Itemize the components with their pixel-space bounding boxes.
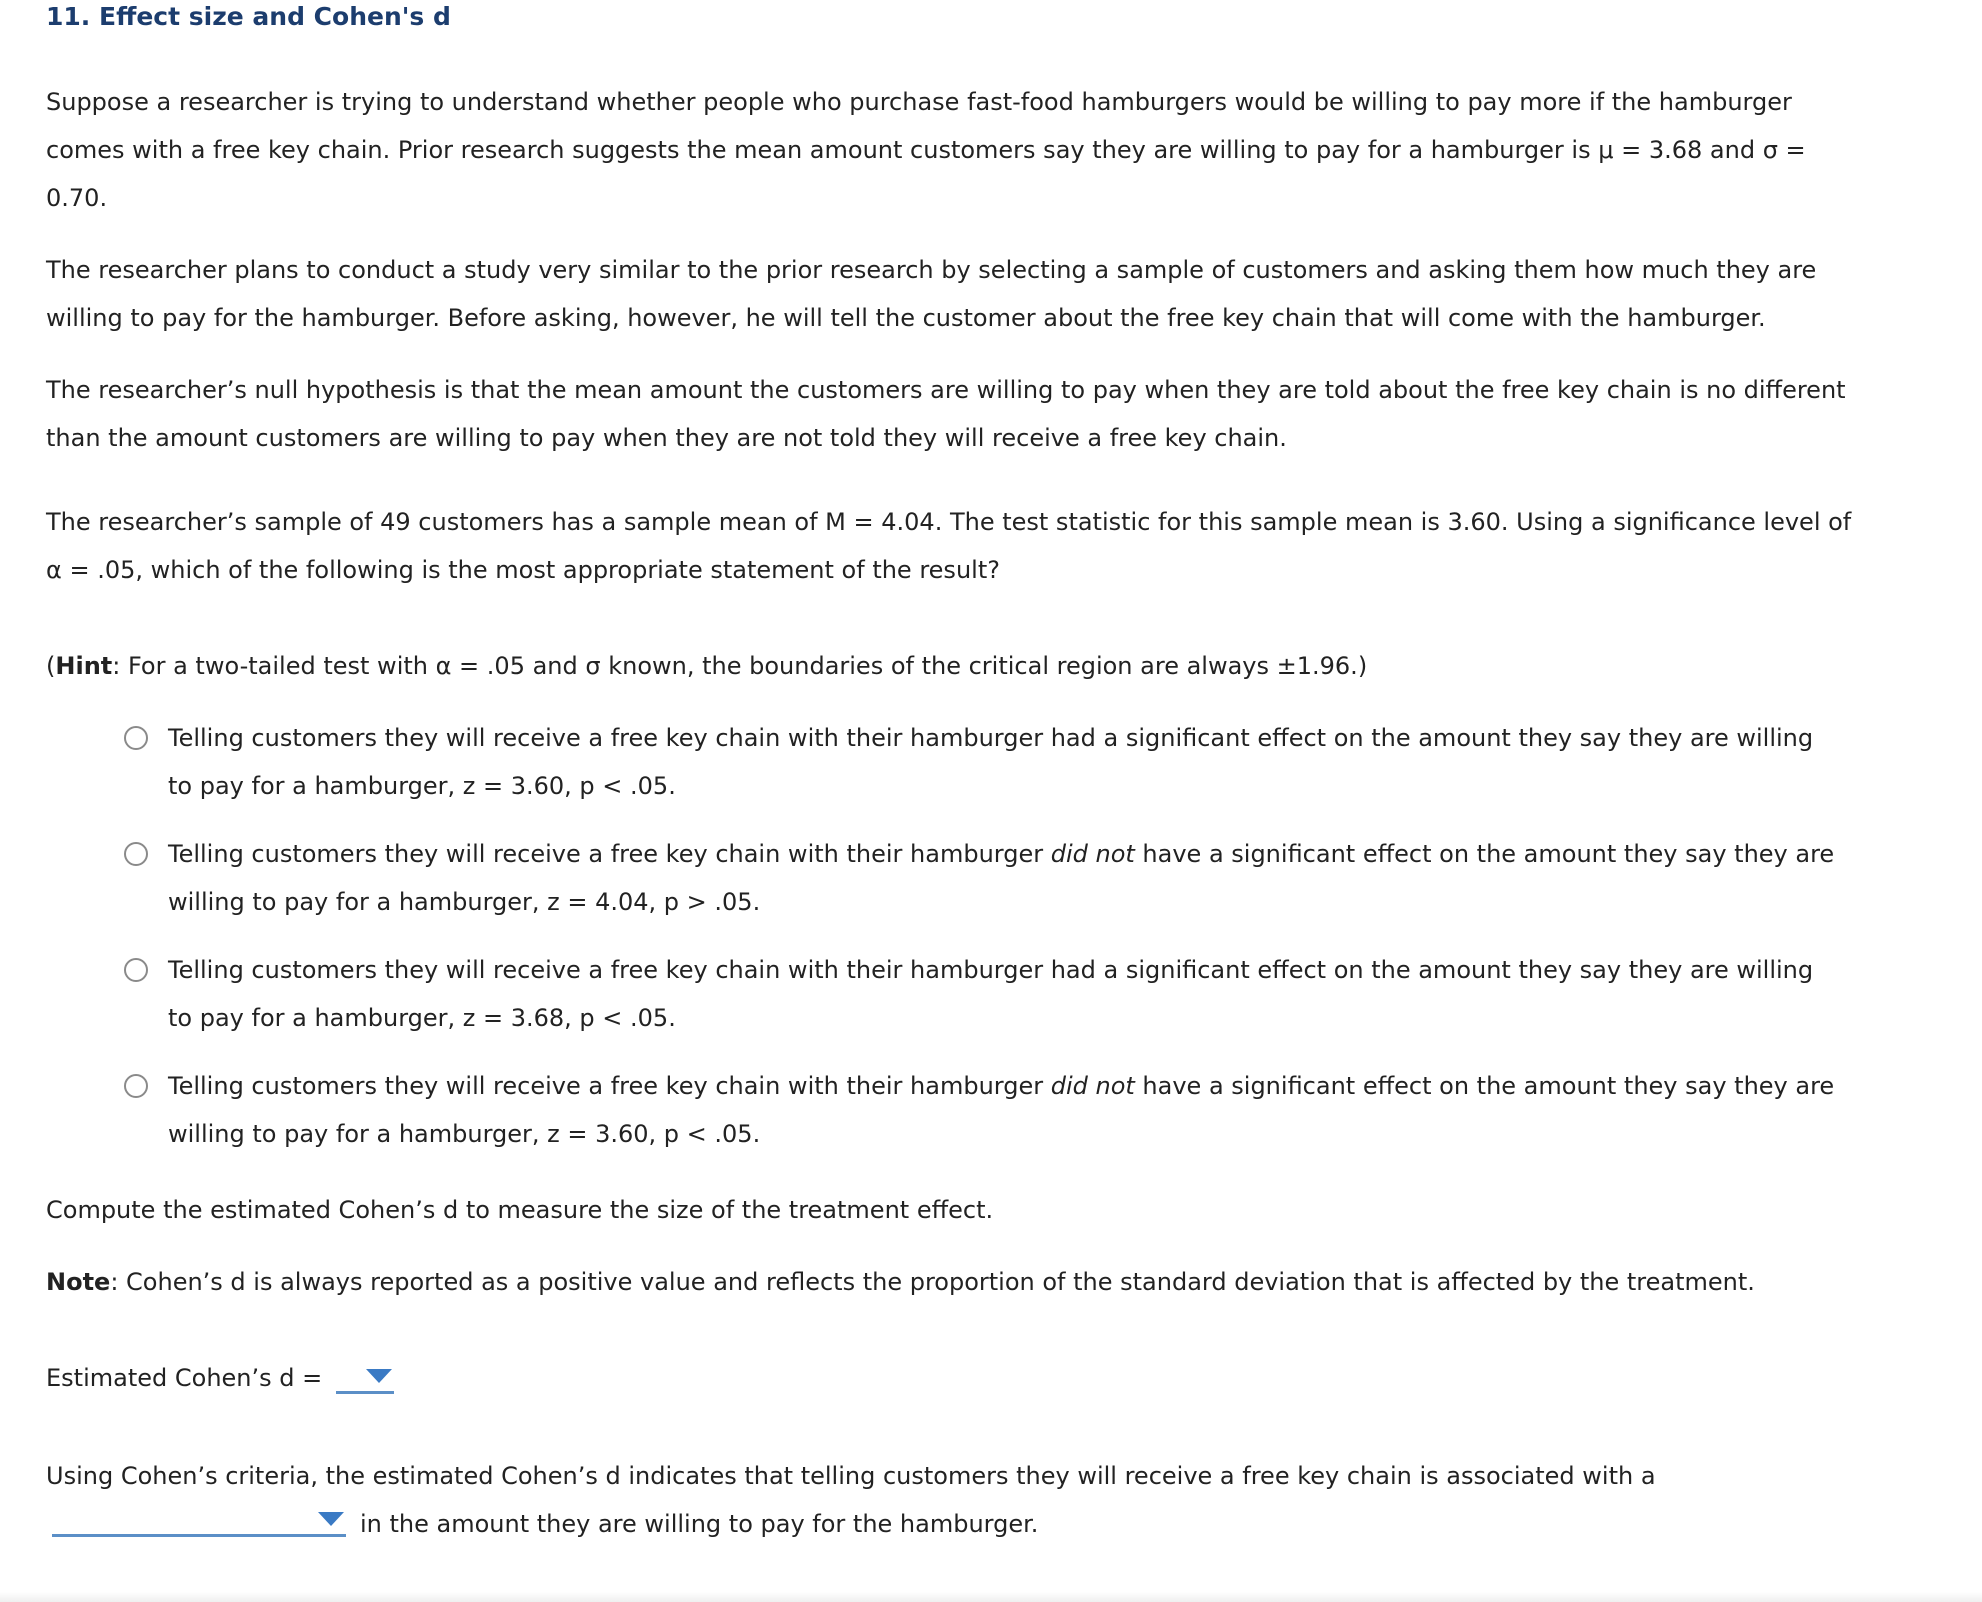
criteria-line-2 <box>46 1500 1946 1548</box>
hint-open: ( <box>46 652 56 680</box>
criteria-line: Using Cohen’s criteria, the estimated Cohen’s d indicates that telling customers they will receive a free key chain is associated with a <box>46 1462 1656 1490</box>
criteria-paragraph <box>46 1452 1946 1548</box>
cohens-d-answer-row <box>46 1354 1946 1402</box>
chevron-down-icon[interactable] <box>366 1369 392 1383</box>
radio-button[interactable] <box>124 1074 148 1098</box>
compute-instruction: Compute the estimated Cohen’s d to measure the size of the treatment effect. <box>46 1196 994 1224</box>
question-title: 11. Effect size and Cohen's d <box>46 2 451 31</box>
radio-button[interactable] <box>124 842 148 866</box>
intro-paragraph <box>46 78 1946 222</box>
option-text <box>168 830 1982 878</box>
null-line: The researcher’s null hypothesis is that the mean amount the customers are willing to pay when they are told about the free key chain is no different <box>46 376 1846 404</box>
answer-options <box>124 714 1982 1158</box>
chevron-down-icon[interactable] <box>318 1512 344 1526</box>
option-text: Telling customers they will receive a free key chain with their hamburger had a significant effect on the amount they say they are willing <box>168 956 1814 984</box>
answer-option-4[interactable] <box>124 1062 1982 1158</box>
question-page <box>46 0 1946 1548</box>
radio-button[interactable] <box>124 958 148 982</box>
bottom-fade <box>0 1592 1982 1602</box>
effect-size-dropdown[interactable] <box>52 1506 346 1537</box>
intro-line: comes with a free key chain. Prior research suggests the mean amount customers say they are willing to pay for a hamburger is μ = 3.68 and σ = <box>46 136 1806 164</box>
answer-option-1[interactable] <box>124 714 1982 810</box>
option-text-emphasis: did not <box>1050 840 1135 868</box>
plan-line: willing to pay for the hamburger. Before asking, however, he will tell the customer about the free key chain that will come with the hamburger. <box>46 304 1766 332</box>
answer-option-3[interactable] <box>124 946 1982 1042</box>
option-text: willing to pay for a hamburger, z = 4.04, p > .05. <box>168 888 761 916</box>
radio-button[interactable] <box>124 726 148 750</box>
null-hypothesis-paragraph <box>46 366 1946 462</box>
option-text: willing to pay for a hamburger, z = 3.60, p < .05. <box>168 1120 761 1148</box>
sample-paragraph <box>46 498 1946 594</box>
option-text-emphasis: did not <box>1050 1072 1135 1100</box>
hint-label: Hint <box>55 652 113 680</box>
criteria-line-end: in the amount they are willing to pay for the hamburger. <box>360 1510 1039 1538</box>
option-text: to pay for a hamburger, z = 3.60, p < .05. <box>168 772 676 800</box>
cohens-d-dropdown[interactable] <box>336 1363 394 1394</box>
cohens-d-label: Estimated Cohen’s d = <box>46 1364 323 1392</box>
note-text: : Cohen’s d is always reported as a positive value and reflects the proportion of the standard deviation that is affected by the treatment. <box>110 1268 1755 1296</box>
intro-line: 0.70. <box>46 184 108 212</box>
intro-line: Suppose a researcher is trying to understand whether people who purchase fast-food hamburgers would be willing to pay more if the hamburger <box>46 88 1792 116</box>
answer-option-2[interactable] <box>124 830 1982 926</box>
option-text-pre: Telling customers they will receive a free key chain with their hamburger <box>168 1072 1051 1100</box>
plan-paragraph <box>46 246 1946 342</box>
option-text-post: have a significant effect on the amount they say they are <box>1134 840 1835 868</box>
sample-line: α = .05, which of the following is the most appropriate statement of the result? <box>46 556 1000 584</box>
option-text <box>168 1062 1982 1110</box>
option-text-pre: Telling customers they will receive a free key chain with their hamburger <box>168 840 1051 868</box>
sample-line: The researcher’s sample of 49 customers has a sample mean of M = 4.04. The test statistic for this sample mean is 3.60. Using a significance level of <box>46 508 1852 536</box>
option-text: to pay for a hamburger, z = 3.68, p < .05. <box>168 1004 676 1032</box>
option-text-post: have a significant effect on the amount they say they are <box>1134 1072 1835 1100</box>
plan-line: The researcher plans to conduct a study very similar to the prior research by selecting a sample of customers and asking them how much they are <box>46 256 1817 284</box>
note-label: Note <box>46 1268 111 1296</box>
option-text: Telling customers they will receive a free key chain with their hamburger had a significant effect on the amount they say they are willing <box>168 724 1814 752</box>
hint-paragraph <box>46 642 1946 690</box>
hint-text: : For a two-tailed test with α = .05 and σ known, the boundaries of the critical region are always ±1.96.) <box>112 652 1368 680</box>
note-paragraph <box>46 1258 1946 1306</box>
null-line: than the amount customers are willing to pay when they are not told they will receive a free key chain. <box>46 424 1287 452</box>
